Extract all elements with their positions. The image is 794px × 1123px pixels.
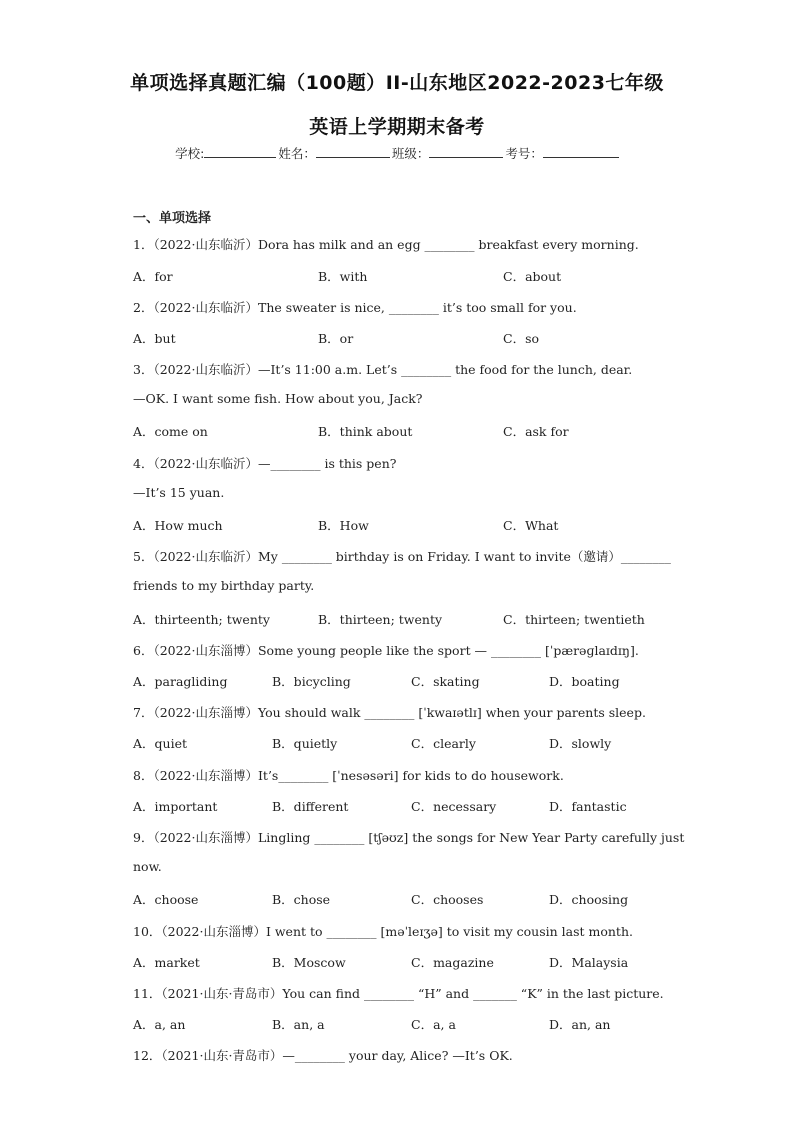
student-info-row (0, 144, 794, 162)
question-4: 4．（2022·山东临沂）—________ is this pen? (133, 456, 397, 471)
question-11: 11．（2021·山东·青岛市）You can find ________ “H” and _______ “K” in the last picture. (133, 986, 664, 1001)
q6-option-d[interactable]: D．boating (549, 674, 620, 689)
q8-option-c[interactable]: C．necessary (411, 799, 497, 814)
page-subtitle: 英语上学期期末备考 (309, 116, 485, 138)
q3-option-c[interactable]: C．ask for (503, 424, 569, 439)
q6-option-a[interactable]: A．paragliding (133, 674, 228, 689)
section-heading: 一、单项选择 (133, 211, 212, 226)
q6-option-b[interactable]: B．bicycling (272, 674, 351, 689)
name-blank[interactable] (316, 145, 390, 158)
question-2: 2．（2022·山东临沂）The sweater is nice, ________ it’s too small for you. (133, 300, 577, 315)
q8-option-a[interactable]: A．important (133, 799, 218, 814)
q3-option-a[interactable]: A．come on (133, 424, 208, 439)
school-label: 学校: (175, 146, 205, 161)
q11-option-c[interactable]: C．a, a (411, 1017, 456, 1032)
question-9: 9．（2022·山东淄博）Lingling ________ [tʃəʊz] the songs for New Year Party carefully just (133, 830, 685, 845)
number-blank[interactable] (543, 145, 619, 158)
question-9-line-2: now. (133, 859, 162, 874)
q7-option-b[interactable]: B．quietly (272, 736, 338, 751)
q2-option-b[interactable]: B．or (318, 331, 354, 346)
q4-option-a[interactable]: A．How much (133, 518, 223, 533)
class-blank[interactable] (429, 145, 503, 158)
q9-option-b[interactable]: B．chose (272, 892, 331, 907)
q7-option-a[interactable]: A．quiet (133, 736, 187, 751)
q9-option-c[interactable]: C．chooses (411, 892, 484, 907)
school-blank[interactable] (204, 145, 276, 158)
question-3: 3．（2022·山东临沂）—It’s 11:00 a.m. Let’s ________ the food for the lunch, dear. (133, 362, 633, 377)
question-7: 7．（2022·山东淄博）You should walk ________ [ˈkwaɪətlɪ] when your parents sleep. (133, 705, 646, 720)
q10-option-a[interactable]: A．market (133, 955, 200, 970)
q9-option-a[interactable]: A．choose (133, 892, 199, 907)
q11-option-b[interactable]: B．an, a (272, 1017, 325, 1032)
q6-option-c[interactable]: C．skating (411, 674, 480, 689)
q11-option-d[interactable]: D．an, an (549, 1017, 611, 1032)
q3-option-b[interactable]: B．think about (318, 424, 413, 439)
question-4-line-2: —It’s 15 yuan. (133, 485, 225, 500)
question-5-line-2: friends to my birthday party. (133, 578, 315, 593)
question-5: 5．（2022·山东临沂）My ________ birthday is on Friday. I want to invite（邀请）________ (133, 549, 671, 564)
name-label: 姓名： (278, 146, 316, 161)
question-12: 12．（2021·山东·青岛市）—________ your day, Alice? —It’s OK. (133, 1048, 513, 1063)
q11-option-a[interactable]: A．a, an (133, 1017, 186, 1032)
q1-option-c[interactable]: C．about (503, 269, 562, 284)
class-label: 班级： (391, 146, 430, 161)
question-3-line-2: —OK. I want some fish. How about you, Jack? (133, 391, 423, 406)
question-6: 6．（2022·山东淄博）Some young people like the sport — ________ [ˈpærəɡlaɪdɪŋ]. (133, 643, 639, 658)
q2-option-c[interactable]: C．so (503, 331, 540, 346)
q8-option-d[interactable]: D．fantastic (549, 799, 627, 814)
page-title: 单项选择真题汇编（100题）II-山东地区2022-2023七年级 (130, 72, 664, 94)
q2-option-a[interactable]: A．but (133, 331, 176, 346)
question-10: 10．（2022·山东淄博）I went to ________ [məˈleɪʒə] to visit my cousin last month. (133, 924, 633, 939)
q5-option-b[interactable]: B．thirteen; twenty (318, 612, 443, 627)
q1-option-b[interactable]: B．with (318, 269, 368, 284)
q1-option-a[interactable]: A．for (133, 269, 173, 284)
q5-option-c[interactable]: C．thirteen; twentieth (503, 612, 645, 627)
q4-option-c[interactable]: C．What (503, 518, 559, 533)
q5-option-a[interactable]: A．thirteenth; twenty (133, 612, 270, 627)
question-1: 1．（2022·山东临沂）Dora has milk and an egg ________ breakfast every morning. (133, 237, 639, 252)
q4-option-b[interactable]: B．How (318, 518, 369, 533)
q7-option-d[interactable]: D．slowly (549, 736, 612, 751)
q10-option-c[interactable]: C．magazine (411, 955, 494, 970)
q10-option-d[interactable]: D．Malaysia (549, 955, 629, 970)
q7-option-c[interactable]: C．clearly (411, 736, 476, 751)
q9-option-d[interactable]: D．choosing (549, 892, 629, 907)
q8-option-b[interactable]: B．different (272, 799, 349, 814)
question-8: 8．（2022·山东淄博）It’s________ [ˈnesəsəri] for kids to do housework. (133, 768, 564, 783)
q10-option-b[interactable]: B．Moscow (272, 955, 346, 970)
number-label: 考号： (505, 146, 543, 161)
